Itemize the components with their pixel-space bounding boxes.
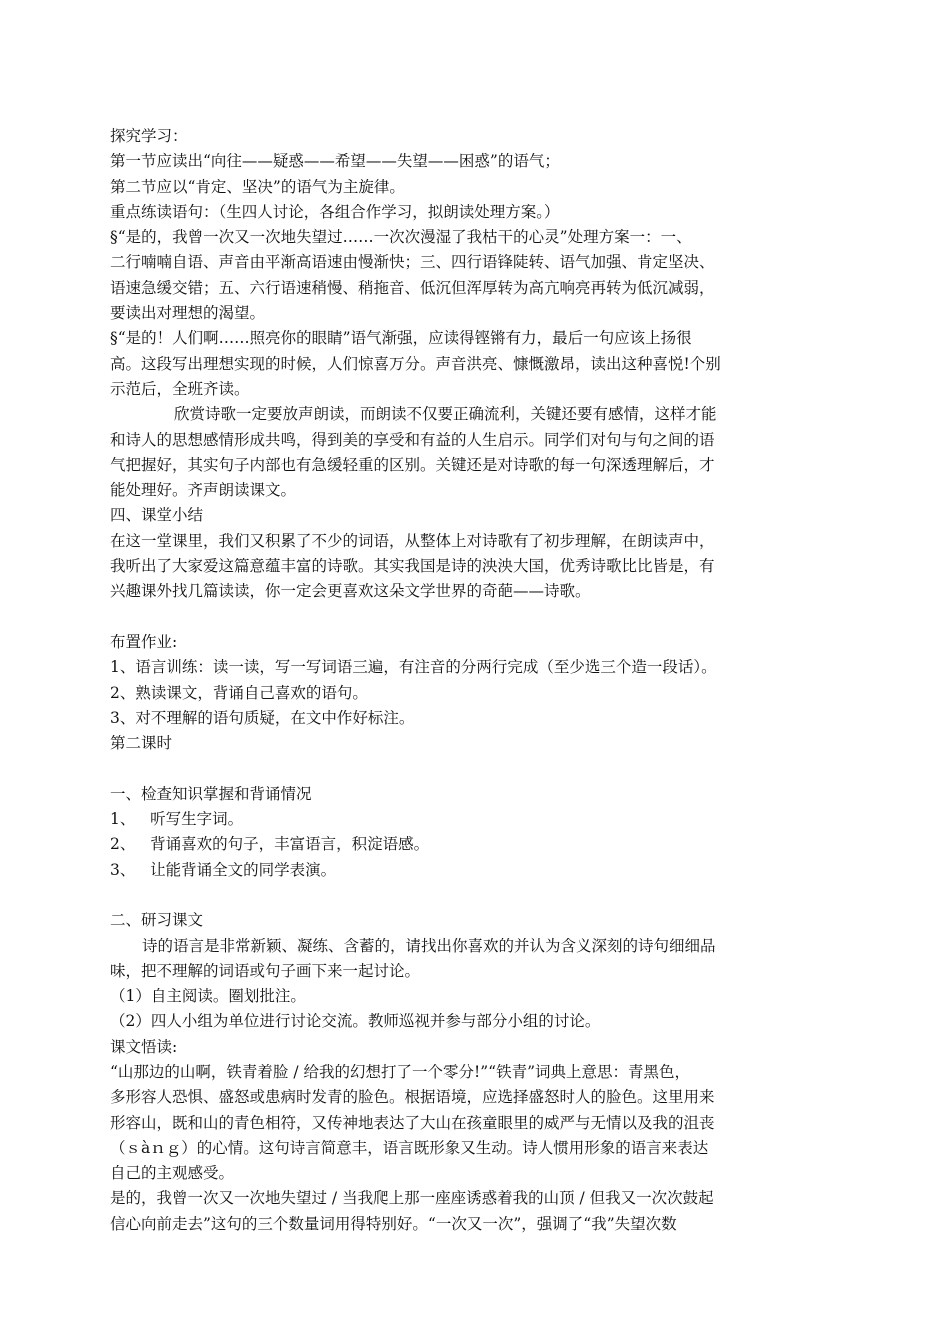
text-line: 多形容人恐惧、盛怒或患病时发青的脸色。根据语境，应选择盛怒时人的脸色。这里用来 — [110, 1088, 715, 1107]
text-line: 自己的主观感受。 — [110, 1164, 235, 1183]
section-heading: 课文悟读: — [110, 1037, 178, 1056]
text-line: 在这一堂课里，我们又积累了不少的词语，从整体上对诗歌有了初步理解，在朗读声中， — [110, 531, 715, 550]
text-line: （ｓàｎｇ）的心情。这句诗言简意丰，语言既形象又生动。诗人惯用形象的语言来表达 — [110, 1138, 709, 1157]
text-line: §“是的，我曾一次又一次地失望过……一次次漫湿了我枯干的心灵”处理方案一：一、 — [110, 228, 692, 247]
text-line: “山那边的山啊，铁青着脸 / 给我的幻想打了一个零分!”“铁青”词典上意思：青黑色， — [110, 1062, 691, 1081]
list-item: 1、 听写生字词。 — [110, 810, 244, 829]
list-item: （2）四人小组为单位进行讨论交流。教师巡视并参与部分小组的讨论。 — [110, 1012, 601, 1031]
list-item: （1）自主阅读。圈划批注。 — [110, 987, 306, 1006]
list-item: 3、对不理解的语句质疑，在文中作好标注。 — [110, 708, 415, 727]
text-line: 高。这段写出理想实现的时候，人们惊喜万分。声音洪亮、慷慨激昂，读出这种喜悦!个别 — [110, 354, 721, 373]
text-line: 二行喃喃自语、声音由平渐高语速由慢渐快；三、四行语锋陡转、语气加强、肯定坚决、 — [110, 253, 715, 272]
text-line: 是的，我曾一次又一次地失望过 / 当我爬上那一座座诱惑着我的山顶 / 但我又一次次鼓起 — [110, 1189, 714, 1208]
text-line: 形容山，既和山的青色相符，又传神地表达了大山在孩童眼里的威严与无情以及我的沮丧 — [110, 1113, 715, 1132]
text-line: 兴趣课外找几篇读读，你一定会更喜欢这朵文学世界的奇葩——诗歌。 — [110, 582, 591, 601]
text-line: 探究学习： — [110, 127, 188, 145]
text-line: 语速急缓交错；五、六行语速稍慢、稍拖音、低沉但浑厚转为高亢响亮再转为低沉减弱， — [110, 278, 715, 297]
document-body — [110, 124, 775, 1237]
text-line: 和诗人的思想感情形成共鸣，得到美的享受和有益的人生启示。同学们对句与句之间的语 — [110, 430, 715, 449]
list-item: 2、熟读课文，背诵自己喜欢的语句。 — [110, 683, 368, 702]
text-line: 示范后，全班齐读。 — [110, 379, 250, 398]
text-line: 欣赏诗歌一定要放声朗读，而朗读不仅要正确流利，关键还要有感情，这样才能 — [174, 405, 717, 424]
blank-line — [110, 883, 775, 908]
text-line: 第一节应读出“向往——疑惑——希望——失望——困惑”的语气； — [110, 152, 560, 171]
text-line: 要读出对理想的渴望。 — [110, 304, 266, 323]
blank-line — [110, 756, 775, 781]
text-line: 诗的语言是非常新颖、凝练、含蓄的，请找出你喜欢的并认为含义深刻的诗句细细品 — [142, 936, 716, 955]
text-line: 气把握好，其实句子内部也有急缓轻重的区别。关键还是对诗歌的每一句深透理解后，才 — [110, 455, 715, 474]
section-heading: 一、检查知识掌握和背诵情况 — [110, 784, 312, 803]
text-line: 第二节应以“肯定、坚决”的语气为主旋律。 — [110, 177, 405, 196]
section-heading: 四、课堂小结 — [110, 506, 204, 525]
list-item: 2、 背诵喜欢的句子，丰富语言，积淀语感。 — [110, 835, 430, 854]
text-line: 味，把不理解的词语或句子画下来一起讨论。 — [110, 961, 421, 980]
section-heading: 二、研习课文 — [110, 911, 204, 930]
text-line: 能处理好。齐声朗读课文。 — [110, 481, 297, 500]
section-heading: 第二课时 — [110, 734, 173, 753]
text-line: 信心向前走去”这句的三个数量词用得特别好。“一次又一次”，强调了“我”失望次数 — [110, 1214, 677, 1233]
text-line: §“是的！人们啊……照亮你的眼睛”语气渐强，应读得铿锵有力，最后一句应该上扬很 — [110, 329, 692, 348]
section-heading: 布置作业: — [110, 632, 178, 651]
list-item: 3、 让能背诵全文的同学表演。 — [110, 860, 337, 879]
text-line: 重点练读语句：（生四人讨论，各组合作学习，拟朗读处理方案。） — [110, 202, 560, 221]
blank-line — [110, 605, 775, 630]
list-item: 1、语言训练：读一读，写一写词语三遍，有注音的分两行完成（至少选三个造一段话）。 — [110, 658, 717, 677]
text-line: 我听出了大家爱这篇意蕴丰富的诗歌。其实我国是诗的泱泱大国，优秀诗歌比比皆是，有 — [110, 557, 715, 576]
